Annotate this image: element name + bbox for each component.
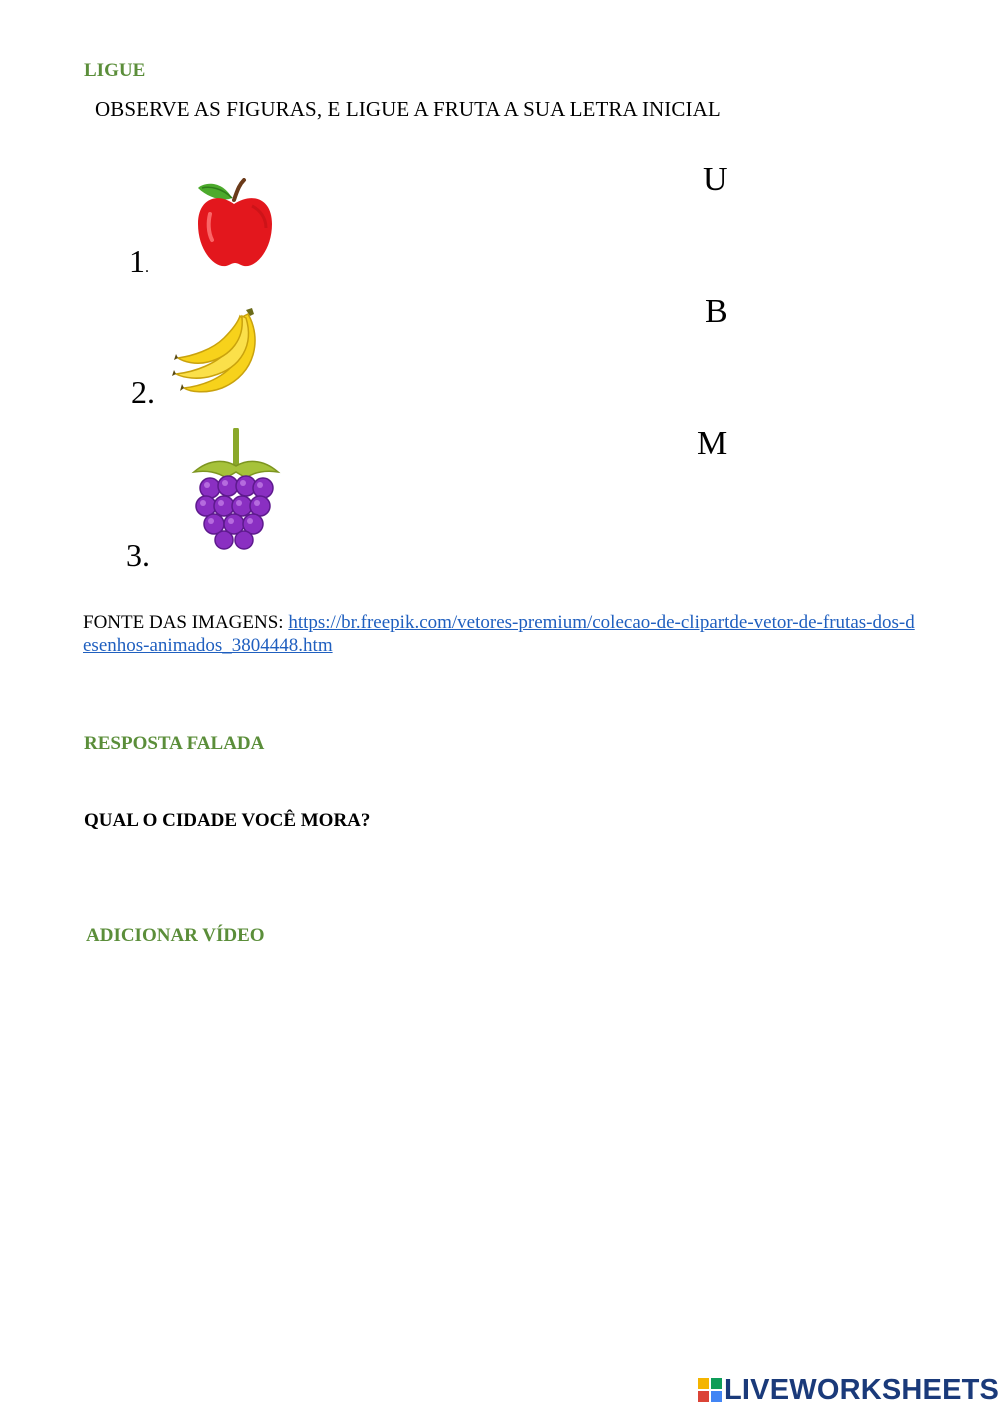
section-heading-adicionar-video: ADICIONAR VÍDEO (86, 925, 265, 946)
brand-name: LIVEWORKSHEETS (724, 1374, 1000, 1406)
section-heading-ligue: LIGUE (84, 60, 146, 81)
brand-footer[interactable] (698, 1374, 999, 1407)
letter-option-u[interactable]: U (703, 161, 728, 198)
image-source (83, 611, 923, 657)
section-heading-resposta-falada: RESPOSTA FALADA (84, 733, 265, 754)
image-source-label: FONTE DAS IMAGENS: (83, 612, 289, 633)
item-number-3: 3. (126, 537, 150, 573)
apple-icon (194, 178, 276, 270)
item-number-2: 2. (131, 374, 155, 410)
liveworksheets-logo-icon (698, 1377, 722, 1401)
grapes-icon (190, 428, 282, 554)
item-number-1-digit: 1 (129, 243, 145, 279)
image-source-link[interactable]: https://br.freepik.com/vetores-premium/colecao-de-clipartde-vetor-de-frutas-dos-desenhos-animados_3804448.htm (83, 612, 915, 656)
item-number-1-dot: . (145, 259, 149, 276)
question-text: QUAL O CIDADE VOCÊ MORA? (84, 810, 371, 831)
letter-option-b[interactable]: B (705, 293, 728, 330)
letter-option-m[interactable]: M (697, 425, 728, 462)
instruction-text: OBSERVE AS FIGURAS, E LIGUE A FRUTA A SUA LETRA INICIAL (95, 97, 721, 121)
item-number-1 (129, 243, 149, 280)
banana-icon (172, 304, 266, 396)
